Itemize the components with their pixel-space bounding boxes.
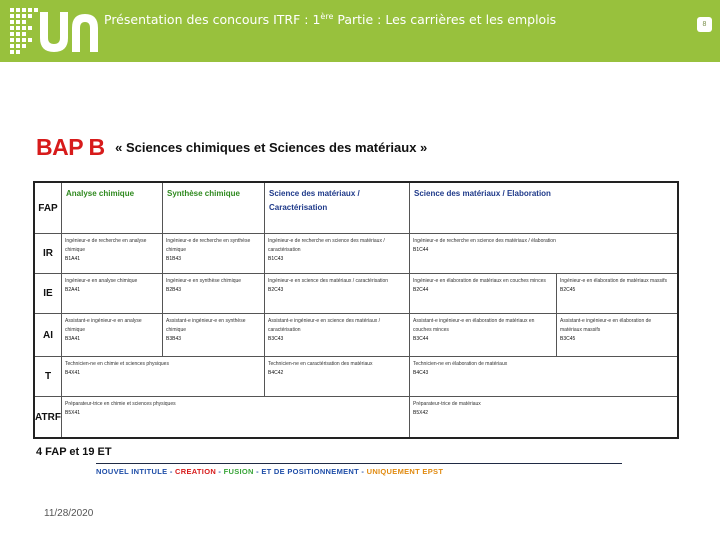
slide-number: 8 [697, 17, 712, 32]
table-cell: Préparateur-trice de matériaux B5X42 [413, 401, 481, 416]
corps-label: ATRF [35, 397, 62, 437]
table-cell: Assistant-e ingénieur-e en élaboration de matériaux massifs B3C45 [557, 314, 677, 357]
presentation-title: Présentation des concours ITRF : 1ère Partie : Les carrières et les emplois [104, 11, 557, 27]
bap-name: « Sciences chimiques et Sciences des matériaux » [115, 140, 428, 155]
table-cell: Ingénieur-e de recherche en science des matériaux / élaboration B1C44 [410, 234, 677, 274]
table-cell: Ingénieur-e en synthèse chimique B2B43 [163, 274, 265, 314]
legend-divider [96, 463, 622, 464]
column-header: Science des matériaux / Elaboration [410, 183, 677, 234]
university-logo-icon [6, 4, 100, 58]
table-cell: Préparateur-trice en chimie et sciences physiques B5X41 [62, 397, 410, 437]
corps-label: IE [35, 274, 62, 314]
table-cell: Technicien-ne en caractérisation des matériaux B4C42 [265, 357, 410, 397]
column-header: Science des matériaux / Caractérisation [265, 183, 410, 234]
careers-table [33, 181, 679, 439]
table-cell: Ingénieur-e en élaboration de matériaux massifs B2C45 [557, 274, 677, 314]
bap-heading [36, 134, 427, 160]
corps-label: T [35, 357, 62, 397]
table-cell: Ingénieur-e en élaboration de matériaux en couches minces B2C44 [410, 274, 557, 314]
table-cell: Technicien-ne en élaboration de matériaux B4C43 [410, 357, 677, 397]
table-cell: Ingénieur-e de recherche en synthèse chimique B1B43 [163, 234, 265, 274]
header-banner [0, 0, 720, 62]
table-cell: Assistant-e ingénieur-e en élaboration de matériaux en couches minces B3C44 [410, 314, 557, 357]
table-cell: Ingénieur-e de recherche en science des matériaux / caractérisation B1C43 [265, 234, 410, 274]
table-cell: Assistant-e ingénieur-e en analyse chimique B3A41 [62, 314, 163, 357]
table-cell: Ingénieur-e en science des matériaux / caractérisation B2C43 [265, 274, 410, 314]
table-corner-fap: FAP [35, 183, 62, 234]
slide-date: 11/28/2020 [44, 508, 94, 519]
table-cell: Ingénieur-e de recherche en analyse chimique B1A41 [62, 234, 163, 274]
column-header: Analyse chimique [62, 183, 163, 234]
fap-count-note: 4 FAP et 19 ET [36, 446, 112, 458]
legend: NOUVEL INTITULE - CREATION - FUSION - ET DE POSITIONNEMENT - UNIQUEMENT EPST [96, 467, 444, 476]
bap-code: BAP B [36, 134, 105, 160]
table-cell: Technicien-ne en chimie et sciences physiques B4X41 [62, 357, 265, 397]
table-cell: Assistant-e ingénieur-e en science des matériaux / caractérisation B3C43 [265, 314, 410, 357]
corps-label: AI [35, 314, 62, 357]
corps-label: IR [35, 234, 62, 274]
table-cell: Assistant-e ingénieur-e en synthèse chimique B3B43 [163, 314, 265, 357]
table-cell: Ingénieur-e en analyse chimique B2A41 [62, 274, 163, 314]
column-header: Synthèse chimique [163, 183, 265, 234]
